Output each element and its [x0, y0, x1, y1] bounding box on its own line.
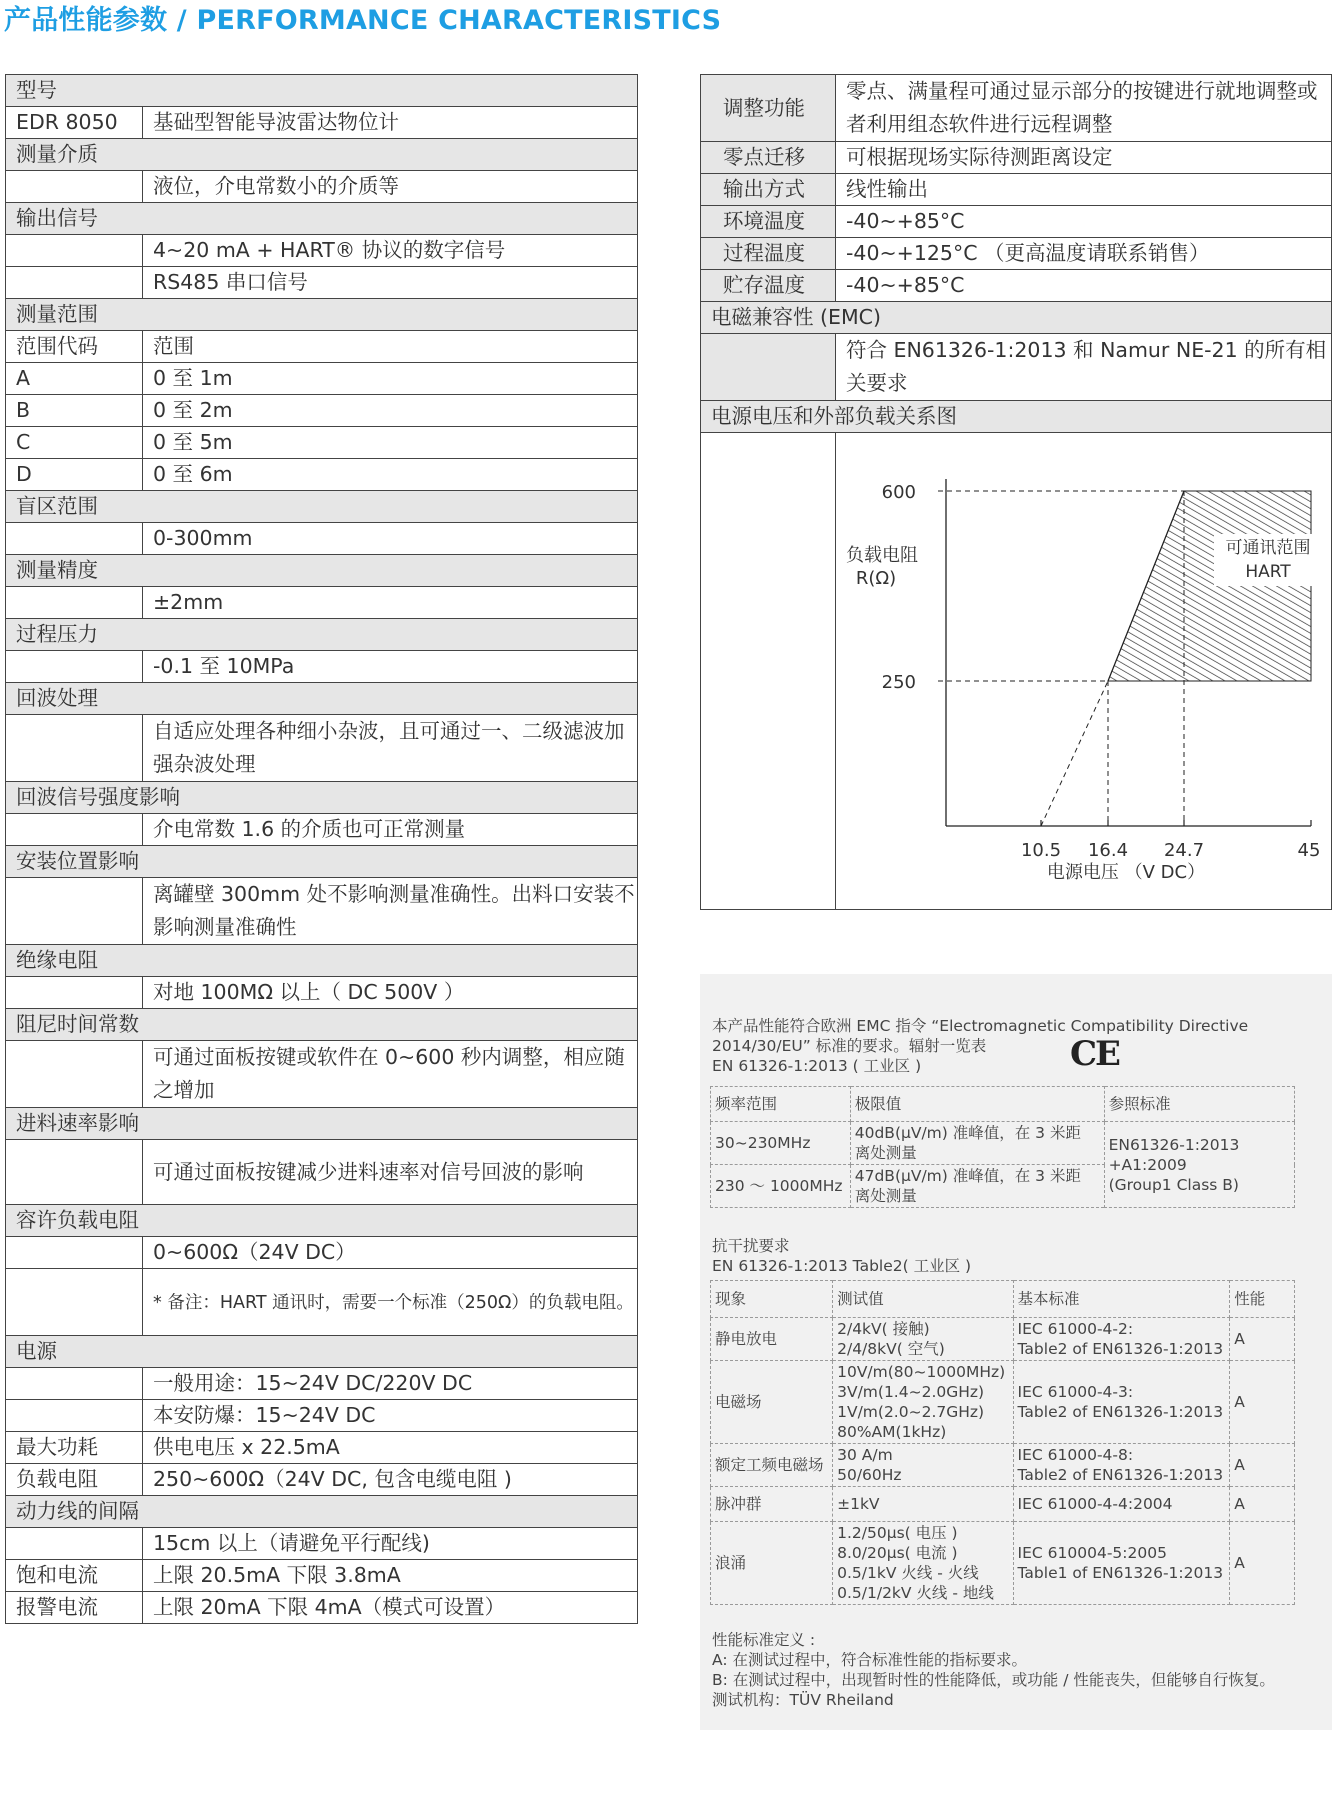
- spec-label: [701, 334, 836, 401]
- spec-row: [6, 235, 638, 267]
- x-tick-label: 24.7: [1163, 840, 1205, 861]
- chart-row: [701, 433, 1332, 910]
- spec-label: C: [6, 427, 143, 459]
- spec-row: [6, 491, 638, 523]
- page-title: 产品性能参数 / PERFORMANCE CHARACTERISTICS: [4, 5, 722, 36]
- spec-label: [6, 977, 143, 1009]
- spec-value: 0~600Ω（24V DC）: [143, 1237, 638, 1269]
- spec-value: 0 至 2m: [143, 395, 638, 427]
- spec-row: [6, 1432, 638, 1464]
- chart-row-label: [701, 433, 836, 910]
- spec-row: [6, 782, 638, 814]
- spec-value: -40~+85°C: [836, 206, 1332, 238]
- spec-row: [6, 363, 638, 395]
- spec-value: -40~+85°C: [836, 270, 1332, 302]
- spec-row: [6, 1528, 638, 1560]
- region-label-sub: HART: [1245, 562, 1291, 582]
- emc-panel: [700, 974, 1332, 1730]
- spec-value: 上限 20.5mA 下限 3.8mA: [143, 1560, 638, 1592]
- phenomenon-cell: 浪涌: [711, 1522, 833, 1605]
- spec-row: [6, 1336, 638, 1368]
- spec-row: [701, 142, 1332, 174]
- spec-value: 介电常数 1.6 的介质也可正常测量: [143, 814, 638, 846]
- section-heading: 测量范围: [6, 299, 638, 331]
- y-axis-unit: R(Ω): [855, 568, 897, 589]
- spec-row: [6, 683, 638, 715]
- spec-row: [6, 1140, 638, 1205]
- spec-row: [6, 75, 638, 107]
- spec-row: [6, 171, 638, 203]
- y-axis-label: 负载电阻: [846, 545, 918, 566]
- spec-row: [6, 1041, 638, 1108]
- spec-row: [6, 1560, 638, 1592]
- spec-value: 4~20 mA + HART® 协议的数字信号: [143, 235, 638, 267]
- test-value-cell: 30 A/m 50/60Hz: [833, 1444, 1013, 1487]
- section-heading: 电源: [6, 1336, 638, 1368]
- x-tick-label: 10.5: [1020, 840, 1062, 861]
- spec-table-right: [700, 74, 1332, 910]
- spec-label: [6, 651, 143, 683]
- spec-row: [701, 75, 1332, 142]
- phenomenon-cell: 电磁场: [711, 1361, 833, 1444]
- spec-label: [6, 171, 143, 203]
- section-heading: 安装位置影响: [6, 846, 638, 878]
- spec-value: 上限 20mA 下限 4mA（模式可设置）: [143, 1592, 638, 1624]
- spec-row: [701, 401, 1332, 433]
- spec-value: 基础型智能导波雷达物位计: [143, 107, 638, 139]
- spec-label: [6, 715, 143, 782]
- spec-label: 负载电阻: [6, 1464, 143, 1496]
- header-cell: 参照标准: [1104, 1087, 1294, 1122]
- test-value-cell: ±1kV: [833, 1487, 1013, 1522]
- spec-table-left: [5, 74, 638, 1624]
- spec-value: -0.1 至 10MPa: [143, 651, 638, 683]
- spec-value: * 备注：HART 通讯时，需要一个标准（250Ω）的负载电阻。: [143, 1269, 638, 1336]
- spec-label: A: [6, 363, 143, 395]
- spec-label: D: [6, 459, 143, 491]
- spec-label: [6, 235, 143, 267]
- spec-label: [6, 1237, 143, 1269]
- performance-cell: A: [1230, 1361, 1295, 1444]
- spec-row: [6, 331, 638, 363]
- spec-label: [6, 1041, 143, 1108]
- spec-value: 0 至 6m: [143, 459, 638, 491]
- spec-row: [701, 270, 1332, 302]
- load-chart: [836, 436, 1331, 906]
- spec-label: 贮存温度: [701, 270, 836, 302]
- header-cell: 测试值: [833, 1281, 1013, 1318]
- spec-row: [6, 523, 638, 555]
- spec-value: 250~600Ω（24V DC, 包含电缆电阻 ): [143, 1464, 638, 1496]
- spec-row: [6, 1592, 638, 1624]
- spec-label: [6, 267, 143, 299]
- emc-intro: 本产品性能符合欧洲 EMC 指令 “Electromagnetic Compatibility Directive 2014/30/EU” 标准的要求。辐射一览表 EN 61326-1:2013 ( 工业区 ): [712, 1017, 1249, 1075]
- x-tick-label: 16.4: [1087, 840, 1129, 861]
- spec-label: [6, 878, 143, 945]
- spec-row: [6, 619, 638, 651]
- spec-row: [6, 1400, 638, 1432]
- section-heading: 盲区范围: [6, 491, 638, 523]
- spec-value: 0 至 5m: [143, 427, 638, 459]
- spec-label: B: [6, 395, 143, 427]
- performance-cell: A: [1230, 1444, 1295, 1487]
- performance-cell: A: [1230, 1487, 1295, 1522]
- spec-value: 可根据现场实际待测距离设定: [836, 142, 1332, 174]
- spec-label: 饱和电流: [6, 1560, 143, 1592]
- limit-cell: 47dB(µV/m) 准峰值，在 3 米距 离处测量: [850, 1165, 1104, 1208]
- spec-row: [6, 203, 638, 235]
- spec-value: 本安防爆：15~24V DC: [143, 1400, 638, 1432]
- spec-label: 报警电流: [6, 1592, 143, 1624]
- spec-label: 范围代码: [6, 331, 143, 363]
- spec-row: [6, 945, 638, 977]
- spec-label: [6, 523, 143, 555]
- spec-row: [6, 107, 638, 139]
- header-cell: 性能: [1230, 1281, 1295, 1318]
- emc-footer: 性能标准定义 : A: 在测试过程中，符合标准性能的指标要求。 B: 在测试过程中，出现暂时性的性能降低，或功能 / 性能丧失，但能够自行恢复。 测试机构：TÜV Rheiland: [712, 1631, 1275, 1709]
- spec-row: [6, 1009, 638, 1041]
- spec-row: [6, 977, 638, 1009]
- basic-standard-cell: IEC 61000-4-4:2004: [1013, 1487, 1230, 1522]
- spec-label: [6, 1400, 143, 1432]
- spec-row: [6, 587, 638, 619]
- basic-standard-cell: IEC 610004-5:2005 Table1 of EN61326-1:2013: [1013, 1522, 1230, 1605]
- spec-label: 调整功能: [701, 75, 836, 142]
- spec-row: [6, 1205, 638, 1237]
- spec-row: [6, 1368, 638, 1400]
- phenomenon-cell: 静电放电: [711, 1318, 833, 1361]
- spec-value: 线性输出: [836, 174, 1332, 206]
- spec-label: 零点迁移: [701, 142, 836, 174]
- y-tick-label: 250: [881, 672, 916, 693]
- spec-label: [6, 587, 143, 619]
- spec-value: 可通过面板按键减少进料速率对信号回波的影响: [143, 1140, 638, 1205]
- table-row: [711, 1444, 1295, 1487]
- spec-label: [6, 814, 143, 846]
- spec-row: [701, 238, 1332, 270]
- spec-value: 自适应处理各种细小杂波，且可通过一、二级滤波加强杂波处理: [143, 715, 638, 782]
- spec-label: 环境温度: [701, 206, 836, 238]
- performance-cell: A: [1230, 1522, 1295, 1605]
- boundary-extension: [1041, 681, 1108, 826]
- spec-value: RS485 串口信号: [143, 267, 638, 299]
- section-heading: 进料速率影响: [6, 1108, 638, 1140]
- spec-value: 对地 100MΩ 以上（ DC 500V ）: [143, 977, 638, 1009]
- header-cell: 频率范围: [711, 1087, 851, 1122]
- spec-value: 供电电压 x 22.5mA: [143, 1432, 638, 1464]
- chart-cell: [836, 433, 1332, 910]
- spec-value: 离罐壁 300mm 处不影响测量准确性。出料口安装不影响测量准确性: [143, 878, 638, 945]
- region-label: 可通讯范围: [1225, 538, 1311, 558]
- spec-row: [6, 1269, 638, 1336]
- spec-value: 零点、满量程可通过显示部分的按键进行就地调整或者利用组态软件进行远程调整: [836, 75, 1332, 142]
- section-heading: 回波信号强度影响: [6, 782, 638, 814]
- standard-cell: EN61326-1:2013 +A1:2009 (Group1 Class B): [1104, 1122, 1294, 1208]
- spec-row: [6, 299, 638, 331]
- basic-standard-cell: IEC 61000-4-3: Table2 of EN61326-1:2013: [1013, 1361, 1230, 1444]
- spec-row: [6, 395, 638, 427]
- phenomenon-cell: 额定工频电磁场: [711, 1444, 833, 1487]
- header-cell: 极限值: [850, 1087, 1104, 1122]
- section-heading: 测量精度: [6, 555, 638, 587]
- x-tick-label: 45: [1297, 840, 1321, 861]
- spec-row: [6, 846, 638, 878]
- spec-label: 最大功耗: [6, 1432, 143, 1464]
- immunity-table: [710, 1280, 1295, 1605]
- basic-standard-cell: IEC 61000-4-8: Table2 of EN61326-1:2013: [1013, 1444, 1230, 1487]
- test-value-cell: 10V/m(80~1000MHz) 3V/m(1.4~2.0GHz) 1V/m(2.0~2.7GHz) 80%AM(1kHz): [833, 1361, 1013, 1444]
- section-heading: 型号: [6, 75, 638, 107]
- spec-row: [6, 427, 638, 459]
- spec-value: 符合 EN61326-1:2013 和 Namur NE-21 的所有相关要求: [836, 334, 1332, 401]
- test-value-cell: 2/4kV( 接触) 2/4/8kV( 空气): [833, 1318, 1013, 1361]
- limit-cell: 40dB(µV/m) 准峰值，在 3 米距 离处测量: [850, 1122, 1104, 1165]
- spec-row: [701, 334, 1332, 401]
- spec-row: [6, 139, 638, 171]
- spec-value: 0-300mm: [143, 523, 638, 555]
- spec-row: [6, 555, 638, 587]
- section-heading: 阻尼时间常数: [6, 1009, 638, 1041]
- spec-row: [701, 174, 1332, 206]
- spec-label: [6, 1269, 143, 1336]
- freq-cell: 230 ～ 1000MHz: [711, 1165, 851, 1208]
- spec-value: 可通过面板按键或软件在 0~600 秒内调整，相应随之增加: [143, 1041, 638, 1108]
- spec-row: [6, 459, 638, 491]
- spec-row: [6, 651, 638, 683]
- header-cell: 现象: [711, 1281, 833, 1318]
- table-row: [711, 1318, 1295, 1361]
- table-header: [711, 1281, 1295, 1318]
- spec-row: [6, 715, 638, 782]
- table-row: [711, 1122, 1295, 1165]
- table-header: [711, 1087, 1295, 1122]
- ce-mark-icon: CE: [1070, 1034, 1119, 1074]
- x-axis-label: 电源电压 （V DC）: [1046, 862, 1206, 883]
- spec-value: 一般用途：15~24V DC/220V DC: [143, 1368, 638, 1400]
- table-row: [711, 1361, 1295, 1444]
- spec-row: [6, 814, 638, 846]
- spec-label: EDR 8050: [6, 107, 143, 139]
- spec-value: 0 至 1m: [143, 363, 638, 395]
- spec-label: [6, 1140, 143, 1205]
- freq-cell: 30~230MHz: [711, 1122, 851, 1165]
- section-heading: 电磁兼容性 (EMC): [701, 302, 1332, 334]
- immunity-title: 抗干扰要求 EN 61326-1:2013 Table2( 工业区 ): [712, 1237, 972, 1275]
- test-value-cell: 1.2/50µs( 电压 ) 8.0/20µs( 电流 ) 0.5/1kV 火线 - 火线 0.5/1/2kV 火线 - 地线: [833, 1522, 1013, 1605]
- spec-row: [6, 1108, 638, 1140]
- basic-standard-cell: IEC 61000-4-2: Table2 of EN61326-1:2013: [1013, 1318, 1230, 1361]
- spec-value: 液位，介电常数小的介质等: [143, 171, 638, 203]
- spec-row: [701, 206, 1332, 238]
- header-cell: 基本标准: [1013, 1281, 1230, 1318]
- table-row: [711, 1522, 1295, 1605]
- phenomenon-cell: 脉冲群: [711, 1487, 833, 1522]
- spec-value: -40~+125°C （更高温度请联系销售）: [836, 238, 1332, 270]
- section-heading: 绝缘电阻: [6, 945, 638, 977]
- spec-row: [6, 267, 638, 299]
- spec-row: [701, 302, 1332, 334]
- spec-value: 范围: [143, 331, 638, 363]
- spec-row: [6, 1496, 638, 1528]
- spec-value: 15cm 以上（请避免平行配线): [143, 1528, 638, 1560]
- spec-label: [6, 1368, 143, 1400]
- section-heading: 过程压力: [6, 619, 638, 651]
- spec-row: [6, 878, 638, 945]
- spec-value: ±2mm: [143, 587, 638, 619]
- section-heading: 容许负载电阻: [6, 1205, 638, 1237]
- section-heading: 测量介质: [6, 139, 638, 171]
- table-row: [711, 1487, 1295, 1522]
- spec-label: 过程温度: [701, 238, 836, 270]
- section-heading: 动力线的间隔: [6, 1496, 638, 1528]
- spec-row: [6, 1464, 638, 1496]
- section-heading: 输出信号: [6, 203, 638, 235]
- section-heading: 电源电压和外部负载关系图: [701, 401, 1332, 433]
- spec-row: [6, 1237, 638, 1269]
- performance-cell: A: [1230, 1318, 1295, 1361]
- y-tick-label: 600: [881, 482, 916, 503]
- emission-table: [710, 1086, 1295, 1208]
- spec-label: 输出方式: [701, 174, 836, 206]
- spec-label: [6, 1528, 143, 1560]
- section-heading: 回波处理: [6, 683, 638, 715]
